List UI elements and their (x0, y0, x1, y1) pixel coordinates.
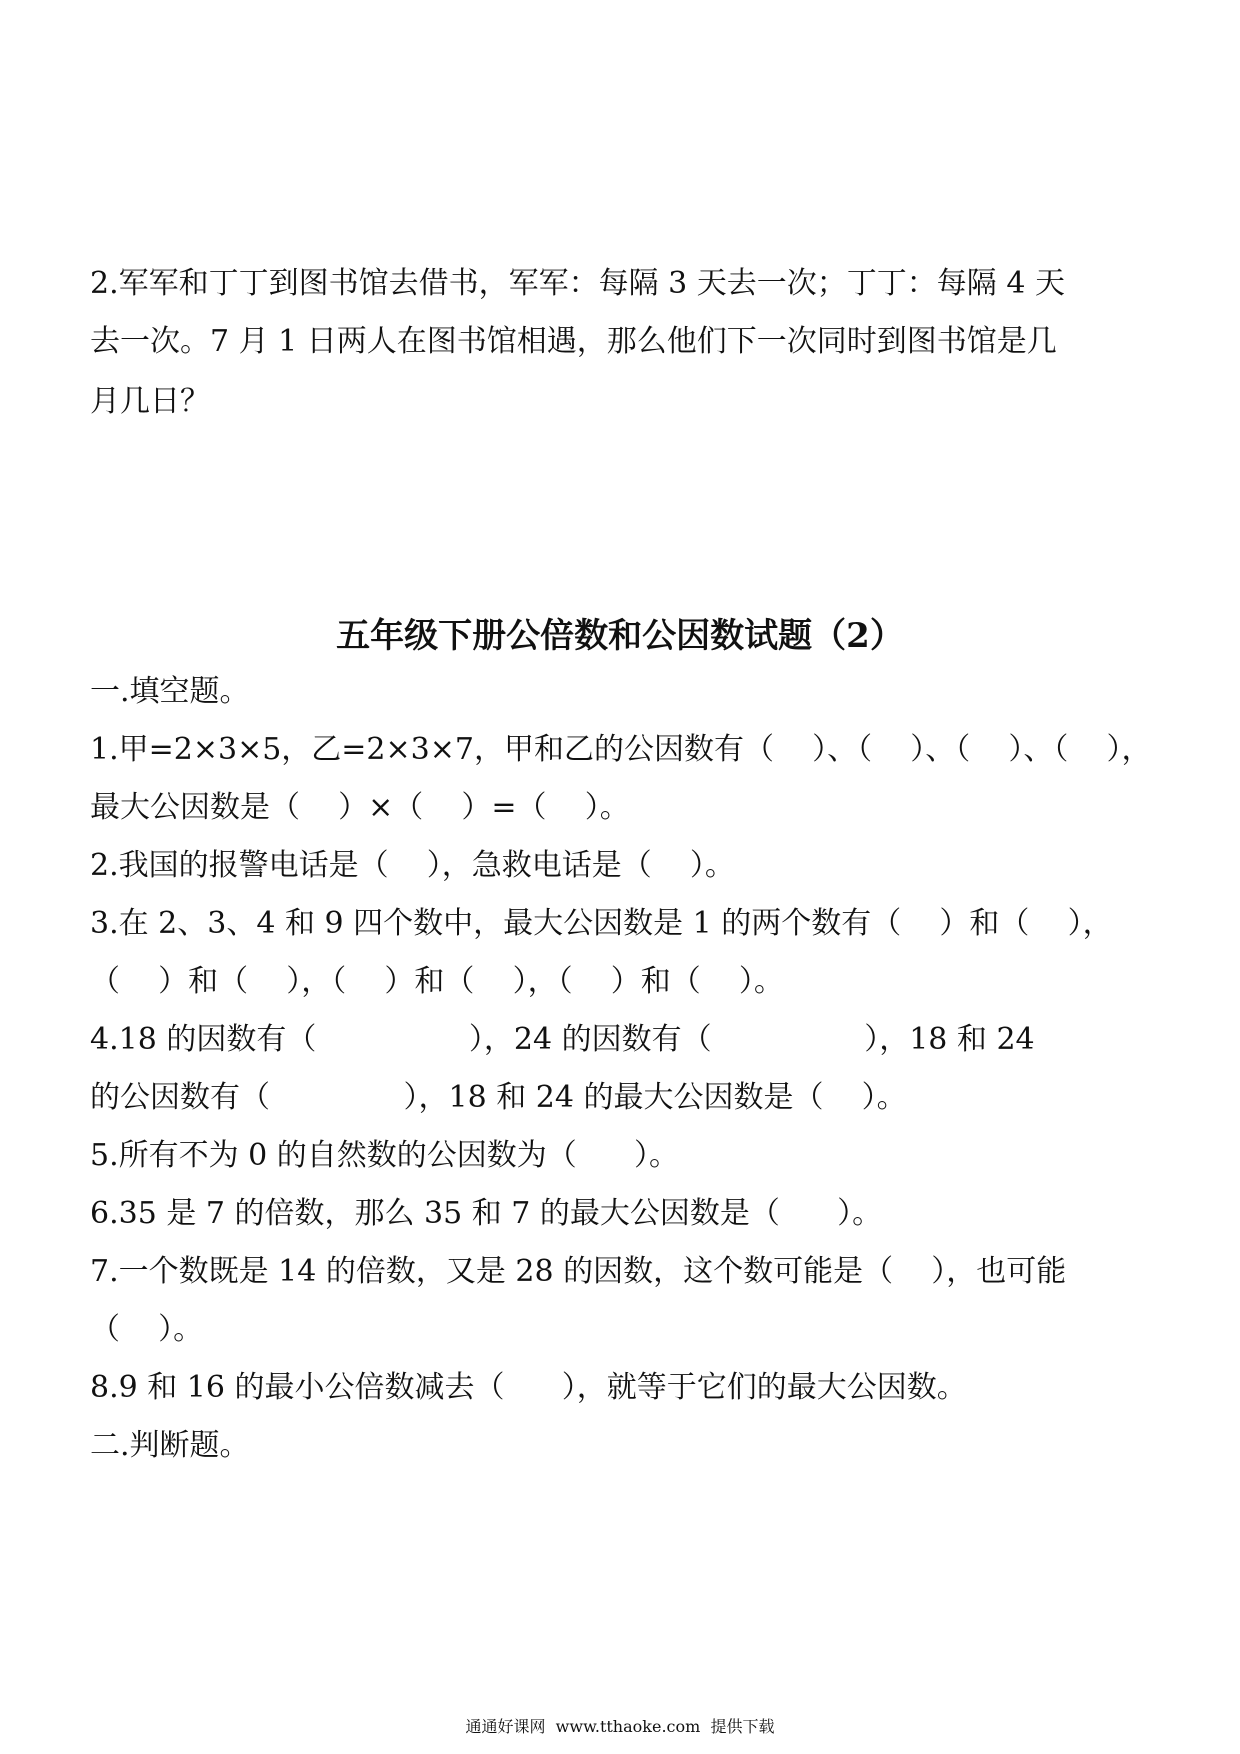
question-6: 6.35 是 7 的倍数，那么 35 和 7 的最大公因数是（ ）。 (90, 1196, 883, 1231)
question-3-line-2: （ ）和（ ），（ ）和（ ），（ ）和（ ）。 (90, 964, 784, 999)
section-2-heading: 二.判断题。 (90, 1428, 250, 1463)
problem-2-line-3: 月几日？ (90, 384, 210, 419)
question-7-line-2: （ ）。 (90, 1312, 204, 1347)
page-footer: 通通好课网 www.tthaoke.com 提供下载 (465, 1717, 775, 1736)
question-1-line-2: 最大公因数是（ ）×（ ）=（ ）。 (90, 790, 630, 825)
question-3-line-1: 3.在 2、3、4 和 9 四个数中，最大公因数是 1 的两个数有（ ）和（ ）， (90, 906, 1113, 941)
problem-2-line-2: 去一次。7 月 1 日两人在图书馆相遇，那么他们下一次同时到图书馆是几 (90, 324, 1057, 359)
question-2: 2.我国的报警电话是（ ），急救电话是（ ）。 (90, 848, 735, 883)
question-4-line-2: 的公因数有（ ），18 和 24 的最大公因数是（ ）。 (90, 1080, 907, 1115)
section-1-heading: 一.填空题。 (90, 674, 250, 709)
question-8: 8.9 和 16 的最小公倍数减去（ ），就等于它们的最大公因数。 (90, 1370, 967, 1405)
problem-2-line-1: 2.军军和丁丁到图书馆去借书，军军：每隔 3 天去一次；丁丁：每隔 4 天 (90, 266, 1065, 301)
question-1-line-1: 1.甲=2×3×5，乙=2×3×7，甲和乙的公因数有（ ）、（ ）、（ ）、（ ）， (90, 732, 1152, 767)
question-7-line-1: 7.一个数既是 14 的倍数，又是 28 的因数，这个数可能是（ ），也可能 (90, 1254, 1067, 1289)
page-title: 五年级下册公倍数和公因数试题（2） (336, 616, 904, 656)
question-4-line-1: 4.18 的因数有（ ），24 的因数有（ ），18 和 24 (90, 1022, 1035, 1057)
question-5: 5.所有不为 0 的自然数的公因数为（ ）。 (90, 1138, 679, 1173)
